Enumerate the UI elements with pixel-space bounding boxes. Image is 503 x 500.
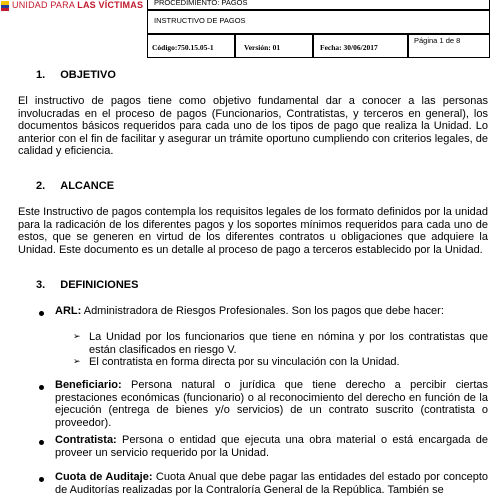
definition-arl-sub-1: La Unidad por los funcionarios que tiene en nómina y por los contratistas que están clasificados en riesgo V. — [89, 331, 488, 356]
bullet-icon — [39, 311, 44, 316]
section-1-text: El instructivo de pagos tiene como objetivo fundamental dar a conocer a las personas involucradas en el proceso de pagos (Funcionarios, Contratistas, y terceros en general), los documentos básicos requeridos para cada uno de los tipos de pago que realiza la Unidad. Lo anterior con el fin de facilitar y asegurar un trámite oportuno cumpliendo con criterios legales, de calidad y eficiencia. — [18, 95, 488, 158]
arrow-bullet-icon: ➢ — [73, 331, 81, 341]
definition-contratista: Contratista: Persona o entidad que ejecuta una obra material o está encargada de proveer un servicio requerido por la Unidad. — [55, 434, 488, 459]
version-cell — [235, 34, 313, 58]
procedure-cell — [147, 0, 490, 10]
definition-beneficiario: Beneficiario: Persona natural o jurídica que tiene derecho a percibir ciertas prestaciones económicas (funcionario) o al reconocimiento del derecho en función de la ejecución (entrega de bienes y/o servicios) de un contrato suscrito (contratista o proveedor). — [55, 379, 488, 429]
arrow-bullet-icon: ➢ — [73, 356, 81, 366]
doc-code: Código:750.15.05-1 — [152, 43, 214, 52]
colombia-shield-icon — [0, 0, 10, 12]
definition-cuota-auditaje: Cuota de Auditaje: Cuota Anual que debe pagar las entidades del estado por concepto de Auditorías realizadas por la Contraloría General de la República. También se — [55, 471, 488, 496]
logo-text: UNIDAD PARA LAS VÍCTIMAS — [12, 0, 144, 10]
page-number: Página 1 de 8 — [414, 36, 461, 45]
bullet-icon — [39, 477, 44, 482]
page-cell — [408, 34, 490, 58]
doc-title: INSTRUCTIVO DE PAGOS — [154, 16, 246, 25]
section-2-text: Este Instructivo de pagos contempla los requisitos legales de los formato definidos por la unidad para la radicación de los diferentes pagos y los soportes mínimos requeridos para cada uno de estos, que se generen en virtud de los diferentes contratos u obligaciones que adquiere la Unidad. Este documento es un detalle al proceso de pago a terceros establecido por la Unidad. — [18, 206, 488, 256]
bullet-icon — [39, 385, 44, 390]
definition-arl-sub-2: El contratista en forma directa por su vinculación con la Unidad. — [89, 356, 400, 368]
doc-title-cell — [147, 10, 490, 34]
section-3-heading: 3. DEFINICIONES — [36, 279, 139, 291]
code-cell — [147, 34, 235, 58]
date-cell — [313, 34, 408, 58]
document-header — [0, 0, 503, 62]
section-2-heading: 2. ALCANCE — [36, 180, 115, 192]
definition-arl: ARL: Administradora de Riesgos Profesionales. Son los pagos que debe hacer: — [55, 305, 444, 317]
doc-date: Fecha: 30/06/2017 — [320, 43, 378, 52]
section-1-heading: 1. OBJETIVO — [36, 69, 116, 81]
unidad-victimas-logo — [0, 0, 147, 14]
doc-version: Versión: 01 — [244, 43, 281, 52]
procedure-label: PROCEDIMIENTO: PAGOS — [154, 0, 248, 7]
bullet-icon — [39, 440, 44, 445]
